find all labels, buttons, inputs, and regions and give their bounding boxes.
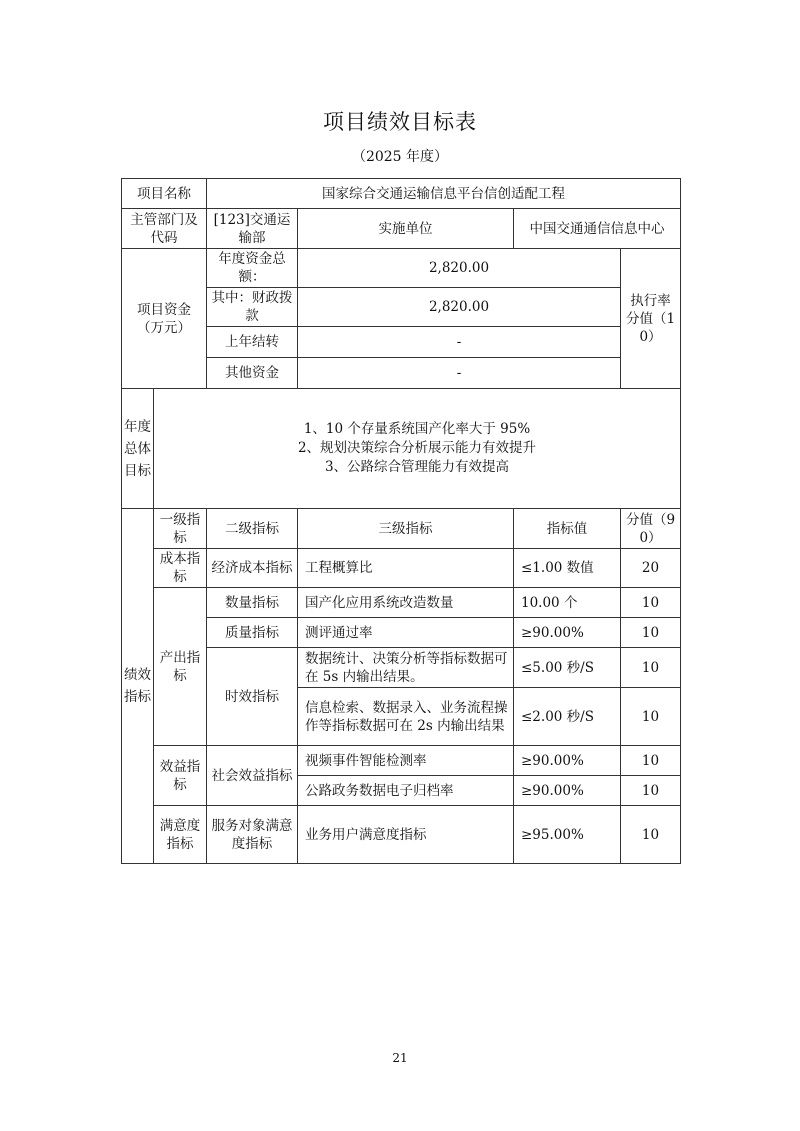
table-row: [122, 588, 681, 618]
perf-indicator-label: 绩效指标: [122, 509, 154, 864]
subgroup-econ-cost: 经济成本指标: [207, 549, 298, 588]
goal-item: 1、10 个存量系统国产化率大于 95%: [303, 421, 531, 437]
group-satisfaction: 满意度指标: [154, 806, 207, 864]
subgroup-service: 服务对象满意度指标: [207, 806, 298, 864]
annual-goal-label: 年度总体目标: [122, 389, 154, 509]
annual-funds-value: 2,820.00: [298, 249, 621, 288]
annual-goal-row: [122, 389, 681, 509]
other-label: 其他资金: [207, 358, 298, 389]
performance-table: [121, 178, 681, 864]
indicator-name: 视频事件智能检测率: [298, 746, 514, 776]
indicator-value: ≥90.00%: [514, 746, 621, 776]
table-row: [122, 806, 681, 864]
indicator-value: 10.00 个: [514, 588, 621, 618]
header-score: 分值（90）: [621, 509, 681, 549]
indicator-name: 数据统计、决策分析等指标数据可在 5s 内输出结果。: [298, 648, 514, 688]
document-year: （2025 年度）: [351, 149, 449, 165]
header-value: 指标值: [514, 509, 621, 549]
annual-funds-label: 年度资金总额：: [207, 249, 298, 288]
funds-label: 项目资金（万元）: [122, 249, 207, 389]
other-value: -: [298, 358, 621, 389]
subgroup-social: 社会效益指标: [207, 746, 298, 806]
document-title: 项目绩效目标表: [323, 110, 477, 134]
project-name-value: 国家综合交通运输信息平台信创适配工程: [207, 179, 681, 209]
dept-label: 主管部门及代码: [122, 209, 207, 249]
indicator-value: ≥95.00%: [514, 806, 621, 864]
funds-row-annual: [122, 249, 681, 288]
indicator-name: 信息检索、数据录入、业务流程操作等指标数据可在 2s 内输出结果: [298, 688, 514, 746]
indicator-name: 测评通过率: [298, 618, 514, 648]
group-cost: 成本指标: [154, 549, 207, 588]
table-row: [122, 549, 681, 588]
indicator-name: 公路政务数据电子归档率: [298, 776, 514, 806]
header-level2: 二级指标: [207, 509, 298, 549]
fiscal-label: 其中：财政拨款: [207, 288, 298, 327]
subgroup-quality: 质量指标: [207, 618, 298, 648]
page-number: 21: [392, 1051, 408, 1065]
indicator-header-row: [122, 509, 681, 549]
indicator-name: 业务用户满意度指标: [298, 806, 514, 864]
indicator-score: 10: [621, 588, 681, 618]
goal-item: 3、公路综合管理能力有效提高: [324, 459, 510, 475]
subgroup-timeliness: 时效指标: [207, 648, 298, 746]
header-level3: 三级指标: [298, 509, 514, 549]
indicator-name: 工程概算比: [298, 549, 514, 588]
impl-unit-label: 实施单位: [298, 209, 514, 249]
group-output: 产出指标: [154, 588, 207, 746]
impl-unit-value: 中国交通通信信息中心: [514, 209, 681, 249]
indicator-value: ≥90.00%: [514, 618, 621, 648]
indicator-name: 国产化应用系统改造数量: [298, 588, 514, 618]
department-row: [122, 209, 681, 249]
indicator-value: ≤5.00 秒/S: [514, 648, 621, 688]
indicator-score: 10: [621, 806, 681, 864]
indicator-score: 10: [621, 746, 681, 776]
indicator-score: 10: [621, 776, 681, 806]
indicator-value: ≤2.00 秒/S: [514, 688, 621, 746]
indicator-score: 10: [621, 618, 681, 648]
goal-item: 2、规划决策综合分析展示能力有效提升: [297, 440, 537, 456]
carryover-label: 上年结转: [207, 327, 298, 358]
indicator-value: ≥90.00%: [514, 776, 621, 806]
table-row: [122, 746, 681, 776]
indicator-score: 10: [621, 648, 681, 688]
carryover-value: -: [298, 327, 621, 358]
indicator-value: ≤1.00 数值: [514, 549, 621, 588]
dept-value: [123]交通运输部: [207, 209, 298, 249]
annual-goal-content: [154, 389, 681, 509]
subgroup-quantity: 数量指标: [207, 588, 298, 618]
project-name-label: 项目名称: [122, 179, 207, 209]
exec-rate-label: 执行率分值（10）: [621, 249, 681, 389]
group-benefit: 效益指标: [154, 746, 207, 806]
fiscal-value: 2,820.00: [298, 288, 621, 327]
indicator-score: 20: [621, 549, 681, 588]
project-name-row: [122, 179, 681, 209]
indicator-score: 10: [621, 688, 681, 746]
header-level1: 一级指标: [154, 509, 207, 549]
